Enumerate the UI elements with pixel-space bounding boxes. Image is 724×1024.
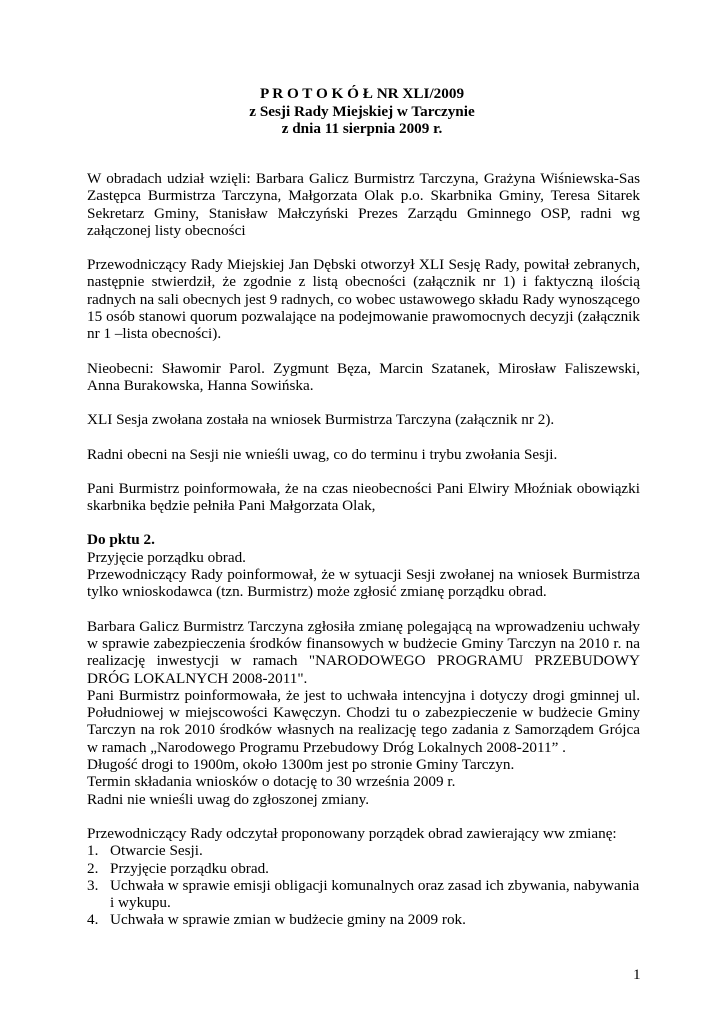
session-name: z Sesji Rady Miejskiej w Tarczynie <box>249 102 475 120</box>
page-number: 1 <box>633 966 641 983</box>
application-deadline: Termin składania wniosków o dotację to 30 września 2009 r. <box>87 773 456 791</box>
treasurer-paragraph: Pani Burmistrz poinformowała, że na czas nieobecności Pani Elwiry Młoźniak obowiązki skarbnika będzie pełniła Pani Małgorzata Olak, <box>87 479 640 515</box>
chairman-info: Przewodniczący Rady poinformował, że w sytuacji Sesji zwołanej na wniosek Burmistrza tylko wnioskodawca (tzn. Burmistrz) może zgłosić zmianę porządku obrad. <box>87 566 640 601</box>
convened-paragraph: XLI Sesja zwołana została na wniosek Burmistrza Tarczyna (załącznik nr 2). <box>87 411 555 429</box>
attendance-paragraph: W obradach udział wzięli: Barbara Galicz Burmistrz Tarczyna, Grażyna Wiśniewska-Sas Zastępca Burmistrza Tarczyna, Małgorzata Olak p.o. Skarbnika Gminy, Teresa Sitarek Sekretarz Gminy, Stanisław Małczyński Prezes Zarządu Gminnego OSP, radni wg załączonej listy obecności <box>87 170 640 239</box>
protocol-title: P R O T O K Ó Ł NR XLI/2009 <box>259 85 465 102</box>
document-header <box>0 85 724 138</box>
agenda-list <box>87 842 640 928</box>
no-remarks-paragraph: Radni obecni na Sesji nie wnieśli uwag, co do terminu i trybu zwołania Sesji. <box>87 445 558 463</box>
absent-paragraph: Nieobecni: Sławomir Parol. Zygmunt Bęza, Marcin Szatanek, Mirosław Faliszewski, Anna Burakowska, Hanna Sowińska. <box>87 359 640 394</box>
section-2 <box>87 531 640 928</box>
mayor-info: Pani Burmistrz poinformowała, że jest to uchwała intencyjna i dotyczy drogi gminnej ul. Południowej w miejscowości Kawęczyn. Chodzi tu o zabezpieczenie w budżecie Gminy Tarczyn na rok 2010 środków własnych na realizację tego zadania z Samorządem Grójca w ramach „Narodowego Programu Przebudowy Dróg Lokalnych 2008-2011” . <box>87 686 640 756</box>
session-date: z dnia 11 sierpnia 2009 r. <box>281 120 443 137</box>
road-length: Długość drogi to 1900m, około 1300m jest po stronie Gminy Tarczyn. <box>87 756 515 774</box>
councillors-no-remarks: Radni nie wnieśli uwag do zgłoszonej zmiany. <box>87 790 370 808</box>
section-heading: Do pktu 2. <box>87 531 155 549</box>
document-body <box>87 170 640 929</box>
opening-paragraph: Przewodniczący Rady Miejskiej Jan Dębski otworzył XLI Sesję Rady, powitał zebranych, następnie stwierdził, że zgodnie z listą obecności (załącznik nr 1) i faktyczną ilością radnych na sali obecnych jest 9 radnych, co wobec ustawowego składu Rady wynoszącego 15 osób stanowi quorum pozwalające na podejmowanie prawomocnych decyzji (załącznik nr 1 –lista obecności). <box>87 256 640 343</box>
agenda-item: 1. Otwarcie Sesji. <box>87 842 203 860</box>
agenda-item: 2. Przyjęcie porządku obrad. <box>87 859 269 877</box>
agenda-item: 4. Uchwała w sprawie zmian w budżecie gminy na 2009 rok. <box>87 911 466 929</box>
agenda-intro: Przewodniczący Rady odczytał proponowany porządek obrad zawierający ww zmianę: <box>87 824 617 842</box>
change-paragraph: Barbara Galicz Burmistrz Tarczyna zgłosiła zmianę polegającą na wprowadzeniu uchwały w sprawie zabezpieczenia środków finansowych w budżecie Gminy Tarczyn na 2010 r. na realizację inwestycji w ramach "NARODOWEGO PROGRAMU PRZEBUDOWY DRÓG LOKALNYCH 2008-2011". <box>87 617 640 687</box>
agenda-item: 3. Uchwała w sprawie emisji obligacji komunalnych oraz zasad ich zbywania, nabywania i wykupu. <box>87 876 640 912</box>
section-subject: Przyjęcie porządku obrad. <box>87 548 246 566</box>
